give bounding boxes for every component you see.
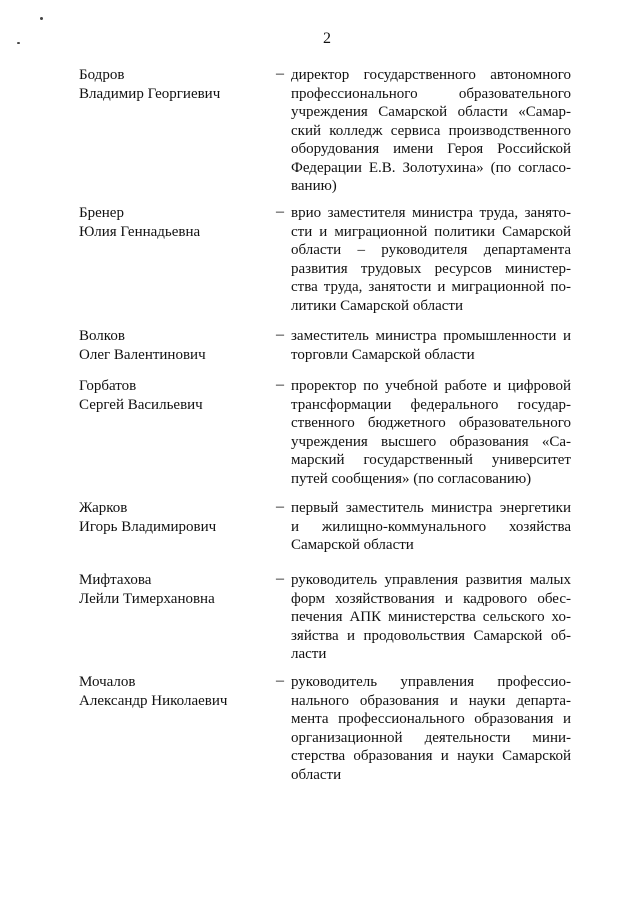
- position-line: первый заместитель министра энергетики: [291, 500, 571, 516]
- position-line: заместитель министра промышленности и: [291, 328, 571, 344]
- position-line: профессионального образовательного: [291, 85, 571, 102]
- member-name: [79, 673, 269, 711]
- position-line: и жилищно-коммунального хозяйства: [291, 518, 571, 535]
- member-name: [79, 571, 269, 609]
- position-line: нального образования и науки департа-: [291, 692, 571, 709]
- member-name: [79, 499, 269, 537]
- separator-dash: –: [276, 570, 284, 587]
- member-name: [79, 204, 269, 242]
- position-line: Федерации Е.В. Золотухина» (по согласо-: [291, 159, 571, 176]
- position-line: развития трудовых ресурсов министер-: [291, 260, 571, 277]
- member-position: [291, 571, 571, 664]
- position-line: учреждения высшего образования «Са-: [291, 433, 571, 450]
- separator-dash: –: [276, 65, 284, 82]
- position-line: проректор по учебной работе и цифровой: [291, 378, 571, 394]
- member-entry: [0, 673, 640, 803]
- member-entry: [0, 377, 640, 507]
- member-entry: [0, 204, 640, 334]
- position-line: торговли Самарской области: [291, 346, 475, 363]
- position-line: ванию): [291, 178, 337, 194]
- member-given-names: Олег Валентинович: [79, 347, 206, 363]
- member-entry: [0, 66, 640, 196]
- separator-dash: –: [276, 203, 284, 220]
- position-line: сти и миграционной политики Самарской: [291, 223, 571, 240]
- member-given-names: Александр Николаевич: [79, 693, 228, 709]
- member-given-names: Игорь Владимирович: [79, 519, 217, 535]
- member-given-names: Лейли Тимерхановна: [79, 591, 215, 607]
- member-surname: Мочалов: [79, 674, 136, 690]
- member-given-names: Владимир Георгиевич: [79, 86, 221, 102]
- member-surname: Волков: [79, 328, 125, 344]
- member-surname: Горбатов: [79, 378, 137, 394]
- member-surname: Бодров: [79, 67, 125, 83]
- position-line: форм хозяйствования и кадрового обес-: [291, 590, 571, 607]
- position-line: оборудования имени Героя Российской: [291, 141, 571, 157]
- scan-speck: [40, 17, 43, 20]
- position-line: ласти: [291, 646, 327, 662]
- member-given-names: Сергей Васильевич: [79, 397, 203, 413]
- page-number: 2: [323, 30, 331, 47]
- member-position: [291, 499, 571, 555]
- member-position: [291, 377, 571, 488]
- position-line: мента профессионального образования и: [291, 711, 571, 727]
- position-line: ский колледж сервиса производственного: [291, 122, 571, 139]
- member-name: [79, 66, 269, 104]
- member-surname: Бренер: [79, 205, 124, 221]
- scan-speck: [17, 42, 20, 44]
- separator-dash: –: [276, 672, 284, 689]
- position-line: области – руководителя департамента: [291, 242, 571, 258]
- separator-dash: –: [276, 498, 284, 515]
- position-line: руководитель управления развития малых: [291, 572, 571, 588]
- position-line: Самарской области: [291, 537, 414, 553]
- position-line: ства труда, занятости и миграционной по-: [291, 279, 571, 295]
- member-name: [79, 377, 269, 415]
- member-surname: Жарков: [79, 500, 128, 516]
- separator-dash: –: [276, 326, 284, 343]
- member-surname: Мифтахова: [79, 572, 152, 588]
- position-line: зяйства и продовольствия Самарской об-: [291, 627, 571, 644]
- position-line: стерства образования и науки Самарской: [291, 748, 571, 764]
- position-line: марский государственный университет: [291, 452, 571, 468]
- member-position: [291, 204, 571, 315]
- member-position: [291, 673, 571, 784]
- member-given-names: Юлия Геннадьевна: [79, 224, 201, 240]
- position-line: области: [291, 766, 342, 783]
- position-line: ственного бюджетного образовательного: [291, 415, 571, 431]
- position-line: учреждения Самарской области «Самар-: [291, 104, 571, 120]
- member-position: [291, 66, 571, 196]
- member-position: [291, 327, 571, 364]
- position-line: печения АПК министерства сельского хо-: [291, 609, 571, 625]
- position-line: литики Самарской области: [291, 297, 463, 314]
- position-line: директор государственного автономного: [291, 67, 571, 83]
- member-name: [79, 327, 269, 365]
- position-line: организационной деятельности мини-: [291, 729, 571, 746]
- position-line: путей сообщения» (по согласованию): [291, 470, 532, 487]
- position-line: трансформации федерального государ-: [291, 396, 571, 413]
- position-line: руководитель управления профессио-: [291, 674, 571, 690]
- position-line: врио заместителя министра труда, занято-: [291, 205, 571, 221]
- separator-dash: –: [276, 376, 284, 393]
